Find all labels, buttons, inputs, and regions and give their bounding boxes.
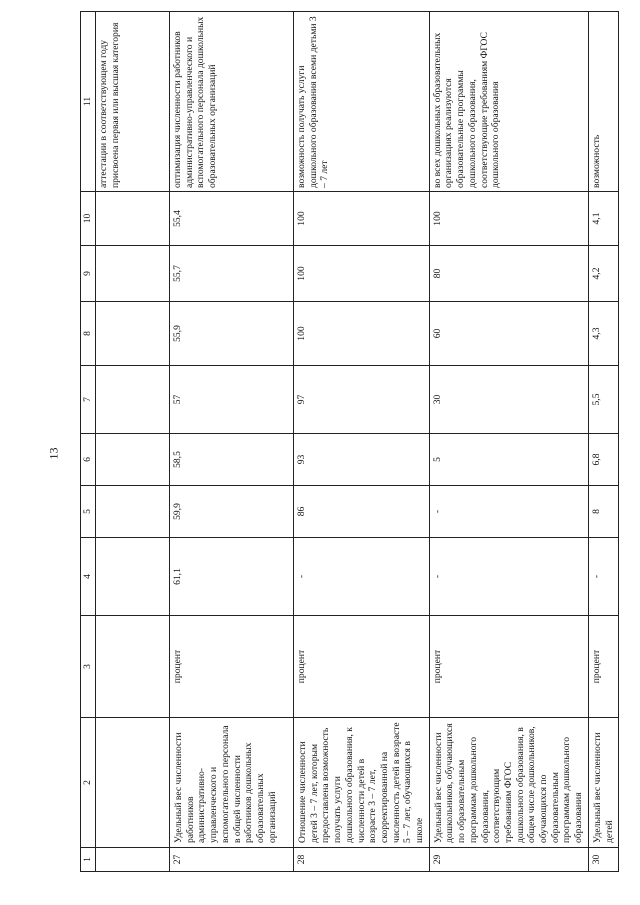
value-cell: 61,1 [170,538,294,616]
value-cell [96,538,170,616]
value-cell: - [429,486,588,538]
num-cell [96,848,170,872]
row-number: 30 [588,848,618,872]
value-cell [96,434,170,486]
value-cell: - [429,538,588,616]
table-row-30 [588,12,618,872]
goal-cell: во всех дошкольных образовательных организациях реализуются образовательные программы дошкольного образования, соответствующие требованиям ФГОС дошкольного образования [429,12,588,192]
value-cell [96,366,170,434]
value-cell: 4,2 [588,246,618,302]
row-number: 29 [429,848,588,872]
col-header-9: 9 [81,246,96,302]
indicator-cell: Отношение численности детей 3 – 7 лет, которым предоставлена возможность получать услуги дошкольного образования, к численности детей в возрасте 3 – 7 лет, скорректированной на численность детей в возрасте 5 – 7 лет, обучающихся в школе [294,718,430,848]
value-cell: 100 [294,302,430,366]
value-cell [96,192,170,246]
goal-cell: оптимизация численности работников административно-управленческого и вспомогательного персонала дошкольных образовательных организаций [170,12,294,192]
col-header-7: 7 [81,366,96,434]
col-header-5: 5 [81,486,96,538]
value-cell: 5 [429,434,588,486]
header-row [81,12,96,872]
value-cell: 30 [429,366,588,434]
col-header-11: 11 [81,12,96,192]
page-number: 13 [46,447,61,460]
table-row-29 [429,12,588,872]
value-cell: 55,4 [170,192,294,246]
goal-cell: аттестации в соответствующем году присвоена первая или высшая категория [96,12,170,192]
col-header-3: 3 [81,616,96,718]
value-cell: 60 [429,302,588,366]
row-number: 27 [170,848,294,872]
value-cell: 8 [588,486,618,538]
value-cell: - [294,538,430,616]
table-row-28 [294,12,430,872]
col-header-10: 10 [81,192,96,246]
indicators-table [80,11,619,872]
indicator-cell [96,718,170,848]
col-header-6: 6 [81,434,96,486]
rotated-page [80,12,615,872]
unit-cell: процент [588,616,618,718]
value-cell: 86 [294,486,430,538]
value-cell: 100 [429,192,588,246]
goal-cell: возможность [588,12,618,192]
value-cell: - [588,538,618,616]
value-cell: 58,5 [170,434,294,486]
row-number: 28 [294,848,430,872]
unit-cell [96,616,170,718]
unit-cell: процент [429,616,588,718]
value-cell: 55,7 [170,246,294,302]
value-cell [96,246,170,302]
value-cell: 100 [294,246,430,302]
goal-cell: возможность получать услуги дошкольного образования всеми детьми 3 – 7 лет [294,12,430,192]
table-row-continuation [96,12,170,872]
col-header-2: 2 [81,718,96,848]
indicator-cell: Удельный вес численности работников административно-управленческого и вспомогательного персонала в общей численности работников дошкольных образовательных организаций [170,718,294,848]
table-row-27 [170,12,294,872]
value-cell: 4,1 [588,192,618,246]
unit-cell: процент [170,616,294,718]
value-cell: 4,3 [588,302,618,366]
value-cell: 5,5 [588,366,618,434]
value-cell: 55,9 [170,302,294,366]
indicator-cell: Удельный вес численности дошкольников, обучающихся по образовательным программам дошкольного образования, соответствующим требованиям ФГОС дошкольного образования, в общем числе дошкольников, обучающихся по образовательным программам дошкольного образования [429,718,588,848]
value-cell: 93 [294,434,430,486]
col-header-8: 8 [81,302,96,366]
value-cell: 6,8 [588,434,618,486]
value-cell: 100 [294,192,430,246]
value-cell [96,486,170,538]
indicator-cell: Удельный вес численности детей [588,718,618,848]
value-cell: 59,9 [170,486,294,538]
value-cell: 80 [429,246,588,302]
value-cell [96,302,170,366]
col-header-4: 4 [81,538,96,616]
value-cell: 97 [294,366,430,434]
value-cell: 57 [170,366,294,434]
unit-cell: процент [294,616,430,718]
col-header-1: 1 [81,848,96,872]
